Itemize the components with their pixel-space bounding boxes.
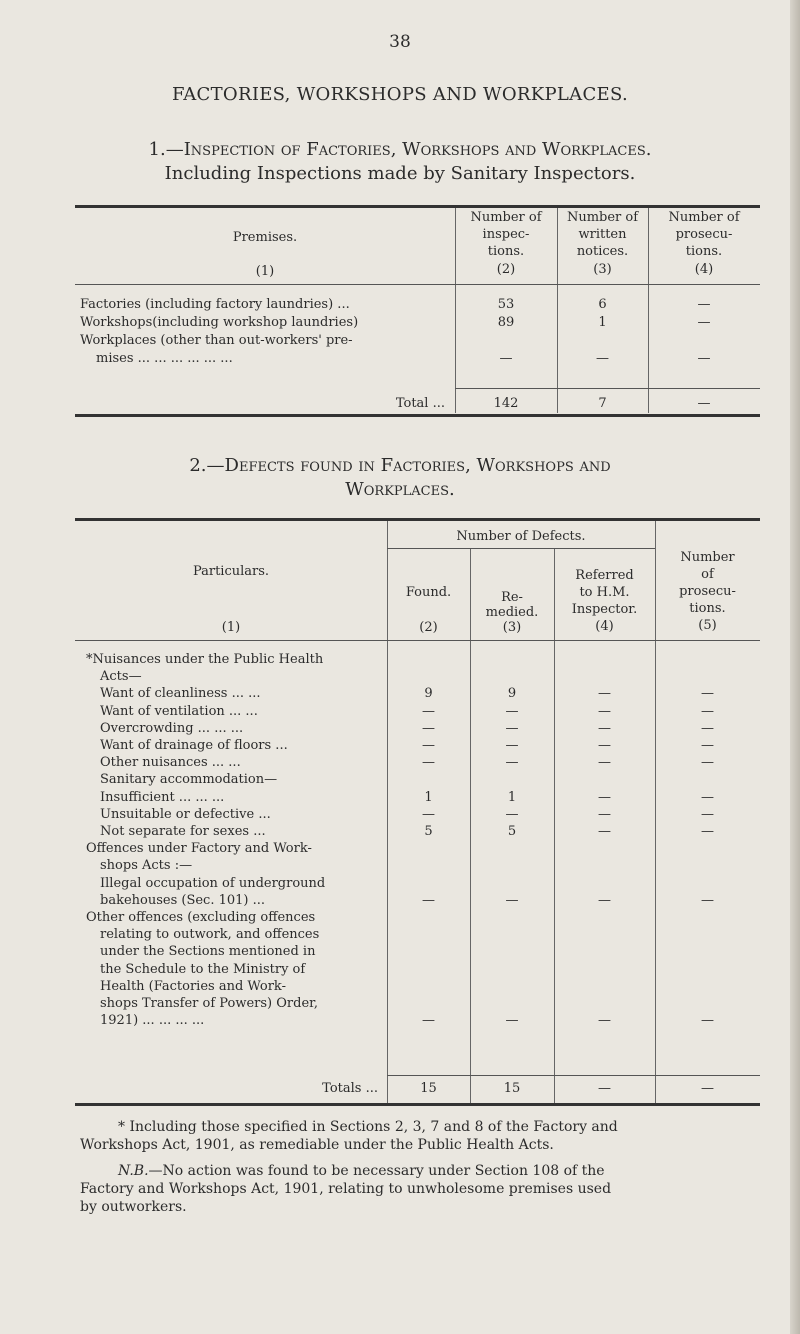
table1-top-rule [75,205,760,208]
table-cell: — [422,806,435,822]
table-cell: — [598,755,611,771]
table1-header-notices: written [578,227,627,242]
table-cell: — [701,755,714,771]
table-cell: 5 [424,824,433,839]
table-cell: 9 [507,686,517,702]
section1-title: 1.—Inspection of Factories, Workshops and Workplaces. [148,139,652,160]
table-row-label: Illegal occupation of underground [100,875,326,891]
table2-header-found: Found. [405,585,452,600]
table2-header-referred-num: (4) [595,619,614,634]
table-cell: 1 [598,315,607,330]
table1-header-prosecutions: tions. [685,244,723,259]
table-cell: — [598,686,611,702]
table-cell: 1 [507,789,517,805]
table-cell: — [505,892,519,908]
table-cell: — [701,789,714,805]
table2-total-cell: 15 [503,1081,521,1096]
table-cell: — [422,738,435,753]
table-row-label: Workplaces (other than out-workers' pre- [80,333,353,348]
table1-header-premises-num: (1) [255,264,275,279]
table-cell: — [697,297,711,312]
table1-header-rule [75,284,760,285]
footnote-nb-cont: by outworkers. [80,1199,187,1215]
table-cell: — [701,824,714,839]
footnote-nb-cont: Factory and Workshops Act, 1901, relating to unwholesome premises used [80,1181,612,1197]
table2-top-rule [75,518,760,521]
table-row-label: Want of cleanliness ... ... [100,686,261,702]
table2-header-referred: Referred [575,568,634,583]
main-title: FACTORIES, WORKSHOPS AND WORKPLACES. [172,84,628,105]
table1-header-notices: Number of [566,210,639,225]
table-row-label: Not separate for sexes ... [100,824,266,839]
table1-total-cell: 7 [598,396,607,411]
table2-total-label: Totals ... [322,1081,378,1096]
table-cell: — [499,351,513,366]
table2-header-remedied: medied. [485,605,539,620]
table2-header-prosecutions: tions. [689,601,726,616]
table-cell: — [701,1013,714,1029]
section2-title-cont: Workplaces. [345,479,455,500]
table-row-label: Want of ventilation ... ... [100,703,258,719]
table-cell: — [701,720,714,736]
table-cell: 5 [507,824,517,839]
table-cell: — [505,806,519,822]
section1-subtitle: Including Inspections made by Sanitary Inspectors. [164,163,636,184]
table-row-label: Want of drainage of floors ... [100,738,288,753]
table2-header-referred: Inspector. [571,602,638,617]
table2-header-group: Number of Defects. [456,529,586,544]
table-cell: 6 [598,297,607,312]
table-cell: — [697,351,711,366]
table-cell: — [701,703,714,719]
table-cell: — [422,703,435,719]
table1-header-inspections: Number of [470,210,542,225]
page-edge-shadow [790,0,800,1334]
table2-header-prosecutions: prosecu- [679,584,736,599]
table-cell: — [701,738,714,753]
table-cell: — [598,789,611,805]
table-row-label: Insufficient ... ... ... [100,789,225,805]
table-cell: — [422,1013,435,1029]
table-row-label: shops Transfer of Powers) Order, [100,996,319,1011]
table-cell: — [697,315,711,330]
table-cell: — [422,755,435,771]
table-row-label: 1921) ... ... ... ... [100,1013,205,1029]
table-row-label: relating to outwork, and offences [100,927,320,943]
table2-total-cell: — [701,1081,714,1096]
table2-header-prosecutions: of [701,567,714,582]
footnote-asterisk-cont: Workshops Act, 1901, as remediable under the Public Health Acts. [80,1137,554,1153]
table1-total-cell: 142 [493,396,519,411]
table-cell: — [598,1013,611,1029]
table2-header-particulars: Particulars. [192,564,270,579]
table2-header-rule [75,640,760,641]
table-row-label: Offences under Factory and Work- [86,841,312,857]
table1-header-inspections: tions. [487,244,525,259]
table-row-label: Health (Factories and Work- [100,978,286,994]
table-cell: 9 [424,686,433,702]
table-row-label: Factories (including factory laundries) ... [80,297,350,312]
table-cell: — [598,720,611,736]
table2-total-cell: 15 [420,1081,437,1096]
table1-header-prosecutions: Number of [668,210,740,225]
table1-header-inspections-num: (2) [496,262,516,277]
table-cell: — [505,755,519,771]
table-row-label: Unsuitable or defective ... [100,806,271,822]
table-row-label: Sanitary accommodation— [100,772,278,788]
table1-header-notices-num: (3) [593,262,612,277]
table-row-label: bakehouses (Sec. 101) ... [100,892,266,908]
table-cell: 53 [497,297,515,312]
table-row-label: Other nuisances ... ... [100,755,241,771]
table-cell: — [701,806,714,822]
table-cell: 1 [424,789,433,805]
table-cell: — [598,738,611,753]
table-cell: — [701,892,714,908]
table2-header-particulars-num: (1) [221,620,241,635]
table1-header-prosecutions: prosecu- [675,227,733,242]
table2-header-found-num: (2) [419,620,438,635]
table-cell: — [598,806,611,822]
table1-total-rule [455,388,760,389]
table-cell: — [505,1013,519,1029]
table-cell: — [505,720,519,736]
table1-total-label: Total ... [395,396,445,411]
table1-total-cell: — [697,396,711,411]
table2-header-remedied-num: (3) [502,620,522,635]
table-row-label: Other offences (excluding offences [86,910,316,925]
table2-total-cell: — [598,1081,611,1096]
table1-header-notices: notices. [576,244,629,259]
footnote-asterisk: * Including those specified in Sections 2, 3, 7 and 8 of the Factory and [118,1119,618,1135]
table1-header-prosecutions-num: (4) [694,262,714,277]
table1-header-inspections: inspec- [482,227,530,242]
table-cell: — [422,720,435,736]
table-row-label: Overcrowding ... ... ... [100,720,244,736]
table2-header-referred: to H.M. [579,585,630,600]
table-row-label: Acts— [100,669,142,685]
table2-header-prosecutions-num: (5) [698,618,717,633]
table-row-label: under the Sections mentioned in [100,944,316,960]
table-cell: — [701,686,714,702]
table-cell: — [598,892,611,908]
table1-header-premises: Premises. [232,230,298,245]
table2-header-remedied: Re- [501,590,523,605]
table-row-label: *Nuisances under the Public Health [86,652,324,667]
table2-bottom-rule [75,1103,760,1106]
section2-title: 2.—Defects found in Factories, Workshops and [189,455,611,476]
footnote-nb: N.B.—No action was found to be necessary under Section 108 of the [118,1163,605,1179]
table-row-label: Workshops(including workshop laundries) [80,315,359,330]
table-cell: — [598,824,611,839]
table-cell: — [505,703,519,719]
table2-group-rule [387,548,655,549]
table-cell: — [422,892,435,908]
table-cell: — [505,738,519,753]
table1-bottom-rule [75,414,760,417]
table-cell: 89 [497,315,515,330]
table2-header-prosecutions: Number [680,550,735,565]
table2-total-rule [387,1075,760,1076]
table-cell: — [598,703,611,719]
page-number: 38 [389,32,411,52]
table-cell: — [596,351,609,366]
table-row-label: the Schedule to the Ministry of [100,961,306,977]
table-row-label: shops Acts :— [100,858,193,874]
table-row-label: mises ... ... ... ... ... ... [96,351,233,366]
